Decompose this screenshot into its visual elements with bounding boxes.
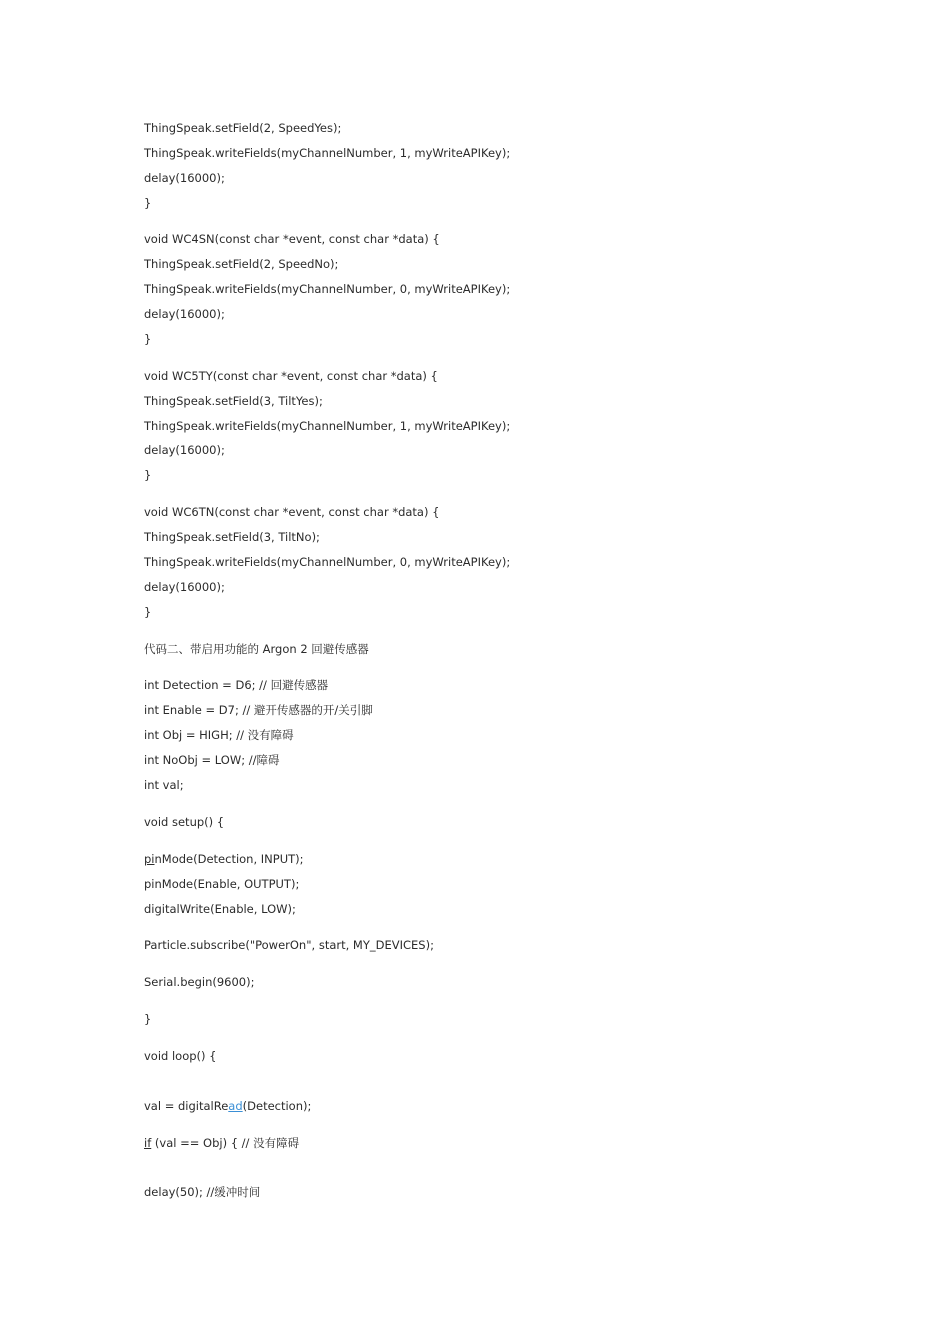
code-text: ThingSpeak.setField(2, SpeedYes); — [144, 121, 342, 135]
code-text: void WC4SN(const char *event, const char *data) { — [144, 232, 440, 246]
code-text: nMode(Detection, INPUT); — [154, 852, 304, 866]
code-line — [144, 901, 296, 917]
code-text: delay(50); //缓冲时间 — [144, 1185, 261, 1199]
code-text: void WC5TY(const char *event, const char *data) { — [144, 369, 438, 383]
code-text: ThingSpeak.setField(3, TiltYes); — [144, 394, 323, 408]
code-text: val = digitalRe — [144, 1099, 229, 1113]
code-text: int Detection = D6; // 回避传感器 — [144, 678, 329, 692]
code-text: Serial.begin(9600); — [144, 975, 255, 989]
code-line — [144, 281, 510, 297]
code-line — [144, 814, 224, 830]
underlined-text: if — [144, 1136, 152, 1150]
code-text: digitalWrite(Enable, LOW); — [144, 902, 296, 916]
code-text: delay(16000); — [144, 443, 225, 457]
code-line — [144, 579, 225, 595]
code-line — [144, 393, 323, 409]
code-text: } — [144, 332, 152, 346]
code-text: int NoObj = LOW; //障碍 — [144, 753, 280, 767]
code-text: int val; — [144, 778, 184, 792]
code-line — [144, 170, 225, 186]
code-text: } — [144, 468, 152, 482]
code-text: void loop() { — [144, 1049, 217, 1063]
code-text: } — [144, 1012, 152, 1026]
code-text: ThingSpeak.writeFields(myChannelNumber, 0, myWriteAPIKey); — [144, 282, 511, 296]
code-line — [144, 554, 510, 570]
code-line — [144, 231, 440, 247]
code-line — [144, 418, 510, 434]
code-text: } — [144, 605, 152, 619]
code-line — [144, 145, 510, 161]
code-text: Particle.subscribe("PowerOn", start, MY_DEVICES); — [144, 938, 434, 952]
code-text: int Obj = HIGH; // 没有障碍 — [144, 728, 294, 742]
code-line — [144, 937, 434, 953]
code-line — [144, 306, 225, 322]
code-line — [144, 504, 439, 520]
code-text: void setup() { — [144, 815, 225, 829]
code-line — [144, 702, 373, 718]
code-text: ThingSpeak.writeFields(myChannelNumber, 0, myWriteAPIKey); — [144, 555, 511, 569]
underlined-text: pi — [144, 852, 155, 866]
code-text: ThingSpeak.setField(2, SpeedNo); — [144, 257, 339, 271]
code-line — [144, 677, 328, 693]
code-line — [144, 876, 299, 892]
code-text: delay(16000); — [144, 307, 225, 321]
code-line — [144, 604, 151, 620]
code-line — [144, 727, 294, 743]
section-heading — [144, 641, 369, 657]
code-text: pinMode(Enable, OUTPUT); — [144, 877, 300, 891]
code-line — [144, 467, 151, 483]
code-text: void WC6TN(const char *event, const char *data) { — [144, 505, 440, 519]
code-line — [144, 1135, 299, 1151]
code-text: } — [144, 196, 152, 210]
code-line — [144, 368, 438, 384]
code-line — [144, 1011, 151, 1027]
heading-text: 代码二、带启用功能的 Argon 2 回避传感器 — [144, 642, 369, 656]
code-text: (Detection); — [242, 1099, 312, 1113]
code-line — [144, 529, 320, 545]
code-line — [144, 851, 304, 867]
code-line — [144, 1048, 217, 1064]
code-text: ThingSpeak.writeFields(myChannelNumber, 1, myWriteAPIKey); — [144, 419, 511, 433]
code-line — [144, 974, 254, 990]
code-line — [144, 1098, 311, 1114]
code-text: ThingSpeak.setField(3, TiltNo); — [144, 530, 320, 544]
code-line — [144, 1184, 260, 1200]
code-text: (val == Obj) { // 没有障碍 — [151, 1136, 300, 1150]
code-line — [144, 331, 151, 347]
code-text: int Enable = D7; // 避开传感器的开/关引脚 — [144, 703, 373, 717]
inline-link[interactable]: ad — [228, 1099, 243, 1113]
code-line — [144, 777, 184, 793]
code-line — [144, 195, 151, 211]
code-line — [144, 752, 279, 768]
code-text: ThingSpeak.writeFields(myChannelNumber, 1, myWriteAPIKey); — [144, 146, 511, 160]
code-text: delay(16000); — [144, 580, 225, 594]
code-text: delay(16000); — [144, 171, 225, 185]
code-line — [144, 442, 225, 458]
code-line — [144, 120, 341, 136]
code-line — [144, 256, 338, 272]
